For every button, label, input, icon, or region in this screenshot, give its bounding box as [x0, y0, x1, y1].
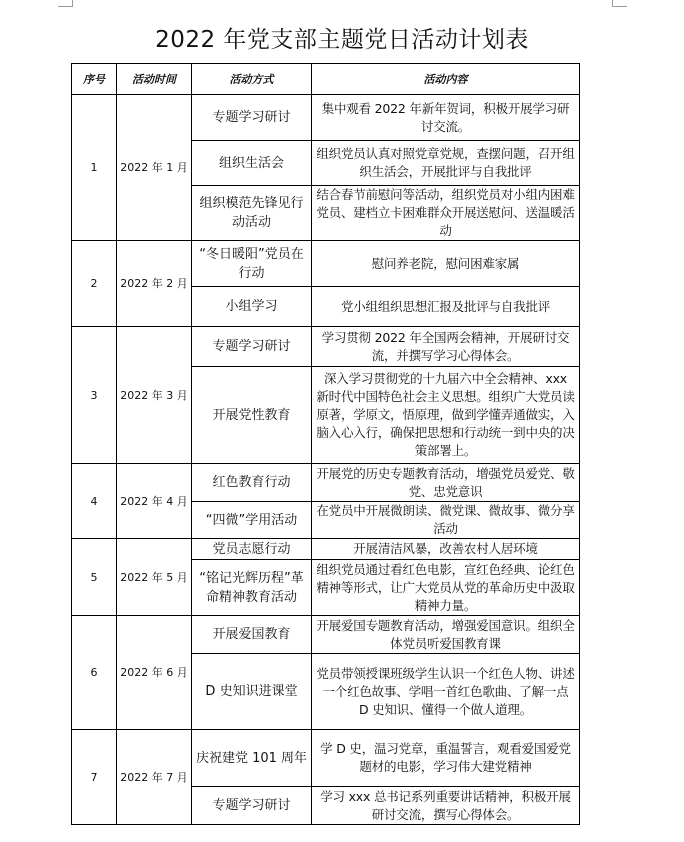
month-cell: 2022 年 1 月: [117, 95, 192, 241]
method-cell: 组织生活会: [192, 141, 312, 186]
content-cell: 集中观看 2022 年新年贺词，积极开展学习研讨交流。: [312, 95, 580, 141]
page-title: 2022 年党支部主题党日活动计划表: [155, 27, 529, 54]
month-cell: 2022 年 4 月: [117, 464, 192, 539]
content-cell: 学 D 史，温习党章，重温誓言，观看爱国爱党题材的电影，学习伟大建党精神: [312, 730, 580, 787]
table-row: [72, 539, 580, 560]
table-row: [72, 730, 580, 787]
content-cell: 组织党员认真对照党章党规，查摆问题，召开组织生活会，开展批评与自我批评: [312, 141, 580, 186]
content-cell: 开展清洁风暴，改善农村人居环境: [312, 539, 580, 560]
method-cell: 小组学习: [192, 287, 312, 327]
content-cell: 开展爱国专题教育活动，增强爱国意识。组织全体党员听爱国教育课: [312, 616, 580, 654]
seq-cell: 1: [72, 95, 117, 241]
method-cell: 开展党性教育: [192, 367, 312, 464]
method-cell: “冬日暖阳”党员在行动: [192, 241, 312, 287]
header-seq: 序号: [72, 64, 117, 95]
month-cell: 2022 年 2 月: [117, 241, 192, 327]
month-cell: 2022 年 5 月: [117, 539, 192, 616]
table-row: [72, 241, 580, 287]
table-row: [72, 616, 580, 654]
method-cell: 专题学习研讨: [192, 327, 312, 367]
header-method: 活动方式: [192, 64, 312, 95]
header-content: 活动内容: [312, 64, 580, 95]
seq-cell: 2: [72, 241, 117, 327]
method-cell: 开展爱国教育: [192, 616, 312, 654]
table-row: [72, 327, 580, 367]
seq-cell: 5: [72, 539, 117, 616]
table-row: [72, 95, 580, 141]
content-cell: 学习贯彻 2022 年全国两会精神，开展研讨交流，并撰写学习心得体会。: [312, 327, 580, 367]
method-cell: D 史知识进课堂: [192, 654, 312, 730]
method-cell: 专题学习研讨: [192, 95, 312, 141]
table-header-row: [72, 64, 580, 95]
method-cell: 专题学习研讨: [192, 787, 312, 825]
seq-cell: 4: [72, 464, 117, 539]
method-cell: 党员志愿行动: [192, 539, 312, 560]
content-cell: 结合春节前慰问等活动，组织党员对小组内困难党员、建档立卡困难群众开展送慰问、送温暖活动: [312, 186, 580, 241]
method-cell: 组织模范先锋见行动活动: [192, 186, 312, 241]
content-cell: 学习 xxx 总书记系列重要讲话精神，积极开展研讨交流，撰写心得体会。: [312, 787, 580, 825]
content-cell: 慰问养老院，慰问困难家属: [312, 241, 580, 287]
month-cell: 2022 年 6 月: [117, 616, 192, 730]
content-cell: 深入学习贯彻党的十九届六中全会精神、xxx 新时代中国特色社会主义思想。组织广大党员读原著，学原文，悟原理，做到学懂弄通做实，入脑入心入行，确保把思想和行动统一到中央的决策部署上。: [312, 367, 580, 464]
activity-plan-table: [71, 63, 580, 825]
method-cell: 红色教育行动: [192, 464, 312, 502]
month-cell: 2022 年 7 月: [117, 730, 192, 825]
seq-cell: 7: [72, 730, 117, 825]
seq-cell: 3: [72, 327, 117, 464]
method-cell: “四微”学用活动: [192, 502, 312, 539]
header-time: 活动时间: [117, 64, 192, 95]
content-cell: 党员带领授课班级学生认识一个红色人物、讲述一个红色故事、学唱一首红色歌曲、了解一点 D 史知识、懂得一个做人道理。: [312, 654, 580, 730]
content-cell: 开展党的历史专题教育活动，增强党员爱党、敬党、忠党意识: [312, 464, 580, 502]
month-cell: 2022 年 3 月: [117, 327, 192, 464]
content-cell: 组织党员通过看红色电影，宣红色经典、论红色精神等形式，让广大党员从党的革命历史中汲取精神力量。: [312, 560, 580, 616]
method-cell: 庆祝建党 101 周年: [192, 730, 312, 787]
crop-mark-right: [612, 0, 627, 7]
content-cell: 党小组组织思想汇报及批评与自我批评: [312, 287, 580, 327]
crop-mark-left: [58, 0, 73, 7]
method-cell: “铭记光辉历程”革命精神教育活动: [192, 560, 312, 616]
seq-cell: 6: [72, 616, 117, 730]
table-row: [72, 464, 580, 502]
content-cell: 在党员中开展微朗读、微党课、微故事、微分享活动: [312, 502, 580, 539]
